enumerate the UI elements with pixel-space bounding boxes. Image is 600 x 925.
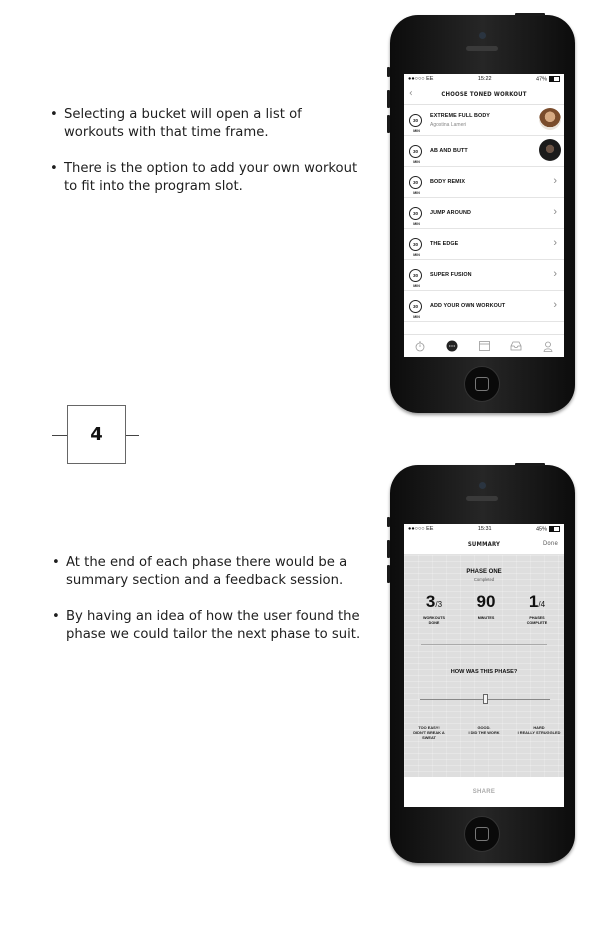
screen-title: CHOOSE TONED WORKOUT	[441, 90, 527, 98]
workout-list	[404, 105, 564, 322]
summary-panel	[404, 555, 564, 777]
stat-workouts	[414, 593, 454, 626]
home-button[interactable]	[464, 366, 500, 402]
workout-row[interactable]	[404, 229, 564, 260]
timer-badge-icon: 30 MIN	[409, 176, 422, 189]
workout-row[interactable]	[404, 136, 564, 167]
phone-mockup-workouts	[390, 15, 575, 413]
bullet-item: • By having an idea of how the user found the phase we could tailor the next phase to suit.	[52, 608, 362, 644]
status-bar	[404, 74, 564, 84]
chevron-right-icon: ›	[553, 175, 557, 187]
stat-phases	[517, 593, 557, 626]
earpiece-speaker	[466, 496, 498, 501]
front-camera	[479, 482, 486, 489]
stat-value: 3	[425, 592, 436, 611]
slider-label-hard: HARD I REALLY STRUGGLED	[517, 725, 561, 735]
chevron-right-icon: ›	[553, 299, 557, 311]
step-line-right	[126, 435, 139, 436]
workout-title: ADD YOUR OWN WORKOUT	[430, 303, 506, 309]
volume-up-button	[387, 90, 390, 108]
back-chevron-icon[interactable]: ‹	[409, 88, 413, 99]
carrier-label: ●●○○○ EE	[408, 76, 434, 82]
stat-label: WORKOUTS	[423, 616, 445, 620]
stat-label: PHASES	[529, 616, 545, 620]
phone-mockup-summary	[390, 465, 575, 863]
mute-switch	[387, 67, 390, 77]
bullet-item: • There is the option to add your own workout to fit into the program slot.	[50, 160, 360, 196]
program-icon[interactable]	[446, 340, 458, 352]
timer-badge-icon: 30 MIN	[409, 207, 422, 220]
volume-up-button	[387, 540, 390, 558]
stat-label: MINUTES	[477, 616, 495, 620]
battery-indicator: 45%	[536, 526, 560, 532]
home-button[interactable]	[464, 816, 500, 852]
phase-title: PHASE ONE	[466, 569, 502, 575]
workout-instructor: Agostina Lameri	[430, 121, 467, 128]
done-button[interactable]: Done	[542, 540, 558, 547]
divider	[421, 644, 547, 645]
power-button	[515, 463, 545, 466]
stat-label: COMPLETE	[526, 621, 548, 625]
mute-switch	[387, 517, 390, 527]
phase-status: Completed	[473, 577, 495, 582]
feedback-question: HOW WAS THIS PHASE?	[450, 669, 518, 675]
stat-minutes	[466, 593, 506, 621]
workout-title: JUMP AROUND	[430, 210, 471, 216]
stat-value: 90	[476, 592, 496, 611]
front-camera	[479, 32, 486, 39]
status-bar	[404, 524, 564, 534]
slider-label-good: GOOD. I DID THE WORK	[468, 725, 500, 735]
workout-title: BODY REMIX	[430, 179, 466, 185]
inbox-icon[interactable]	[510, 340, 522, 352]
bullet-item: • At the end of each phase there would be a summary section and a feedback session.	[52, 554, 362, 590]
trainer-avatar	[539, 139, 561, 161]
chevron-right-icon: ›	[553, 237, 557, 249]
step-number: 4	[90, 424, 103, 445]
profile-icon[interactable]	[542, 340, 554, 352]
battery-indicator: 47%	[536, 76, 560, 82]
clock-label: 15:22	[477, 76, 492, 82]
screen-title: SUMMARY	[467, 540, 501, 548]
earpiece-speaker	[466, 46, 498, 51]
timer-badge-icon: 30 MIN	[409, 238, 422, 251]
stat-suffix: /4	[538, 600, 546, 609]
workout-title: EXTREME FULL BODY	[430, 112, 491, 119]
workout-row[interactable]	[404, 291, 564, 322]
timer-badge-icon: 30 MIN	[409, 114, 422, 127]
trainer-avatar	[539, 108, 561, 130]
volume-down-button	[387, 565, 390, 583]
workout-title: AB AND BUTT	[430, 148, 468, 154]
stopwatch-icon[interactable]	[414, 340, 426, 352]
calendar-icon[interactable]	[478, 340, 490, 352]
battery-icon	[549, 526, 560, 532]
stat-value: 1	[528, 592, 539, 611]
stat-label: DONE	[428, 621, 440, 625]
workout-row[interactable]	[404, 260, 564, 291]
chevron-right-icon: ›	[553, 268, 557, 280]
nav-bar	[404, 84, 564, 105]
workout-list-screen	[404, 74, 564, 357]
workout-title: THE EDGE	[430, 241, 459, 247]
volume-down-button	[387, 115, 390, 133]
difficulty-slider-thumb[interactable]	[483, 694, 488, 704]
workout-title: SUPER FUSION	[430, 272, 472, 278]
nav-bar	[404, 534, 564, 555]
clock-label: 15:31	[477, 526, 492, 532]
stat-suffix: /3	[435, 600, 443, 609]
step-line-left	[52, 435, 67, 436]
summary-screen	[404, 524, 564, 807]
slider-label-easy: TOO EASY! DIDN'T BREAK A SWEAT	[413, 725, 445, 740]
bottom-bullet-list	[52, 554, 362, 662]
timer-badge-icon: 30 MIN	[409, 300, 422, 313]
timer-badge-icon: 30 MIN	[409, 269, 422, 282]
top-bullet-list	[50, 106, 360, 214]
step-number-box	[67, 405, 126, 464]
timer-badge-icon: 30 MIN	[409, 145, 422, 158]
workout-row[interactable]	[404, 105, 564, 136]
share-button[interactable]: SHARE	[404, 777, 564, 807]
chevron-right-icon: ›	[553, 206, 557, 218]
workout-row[interactable]	[404, 198, 564, 229]
power-button	[515, 13, 545, 16]
tab-bar	[404, 334, 564, 357]
bullet-item: • Selecting a bucket will open a list of workouts with that time frame.	[50, 106, 360, 142]
carrier-label: ●●○○○ EE	[408, 526, 434, 532]
battery-icon	[549, 76, 560, 82]
workout-row[interactable]	[404, 167, 564, 198]
